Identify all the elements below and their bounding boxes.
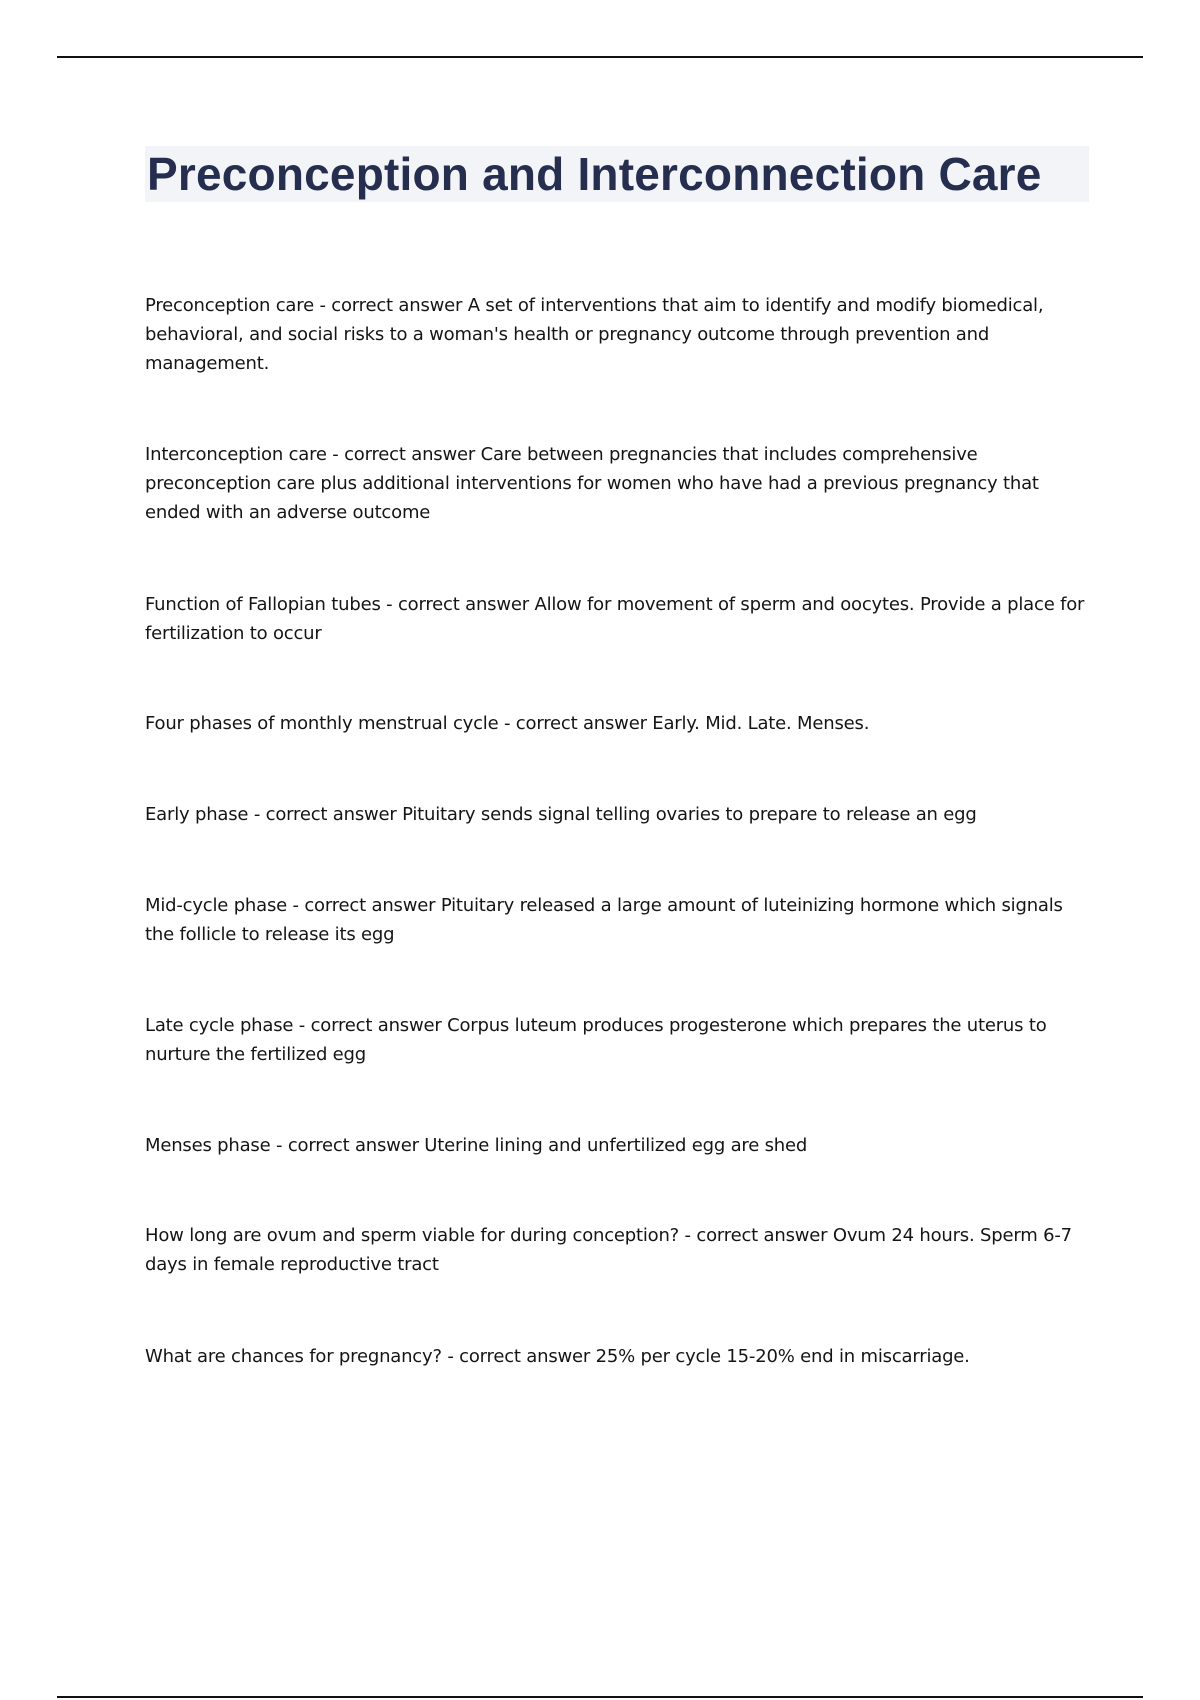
footer-rule [57, 1696, 1143, 1698]
title-highlight [145, 146, 1089, 202]
qa-entry-early-phase: Early phase - correct answer Pituitary sends signal telling ovaries to prepare to release an egg [145, 804, 977, 825]
qa-entry-preconception-care: Preconception care - correct answer A set of interventions that aim to identify and modify biomedical, behavioral, and social risks to a woman's health or pregnancy outcome through prevention and management. [145, 295, 1044, 374]
qa-entry-menstrual-phases: Four phases of monthly menstrual cycle - correct answer Early. Mid. Late. Menses. [145, 713, 870, 734]
qa-entry-pregnancy-chances: What are chances for pregnancy? - correct answer 25% per cycle 15-20% end in miscarriage. [145, 1346, 970, 1367]
page-title: Preconception and Interconnection Care [147, 148, 1042, 200]
qa-entry-fallopian-tubes: Function of Fallopian tubes - correct answer Allow for movement of sperm and oocytes. Provide a place for fertilization to occur [145, 594, 1085, 644]
qa-entry-menses-phase: Menses phase - correct answer Uterine lining and unfertilized egg are shed [145, 1135, 808, 1156]
qa-entry-late-cycle-phase: Late cycle phase - correct answer Corpus luteum produces progesterone which prepares the uterus to nurture the fertilized egg [145, 1015, 1047, 1065]
header-rule [57, 56, 1143, 58]
qa-entry-mid-cycle-phase: Mid-cycle phase - correct answer Pituitary released a large amount of luteinizing hormone which signals the follicle to release its egg [145, 895, 1063, 945]
qa-entry-interconception-care: Interconception care - correct answer Care between pregnancies that includes comprehensive preconception care plus additional interventions for women who have had a previous pregnancy that ended with an adverse outcome [145, 444, 1039, 523]
qa-entry-viability: How long are ovum and sperm viable for during conception? - correct answer Ovum 24 hours. Sperm 6-7 days in female reproductive tract [145, 1225, 1072, 1275]
